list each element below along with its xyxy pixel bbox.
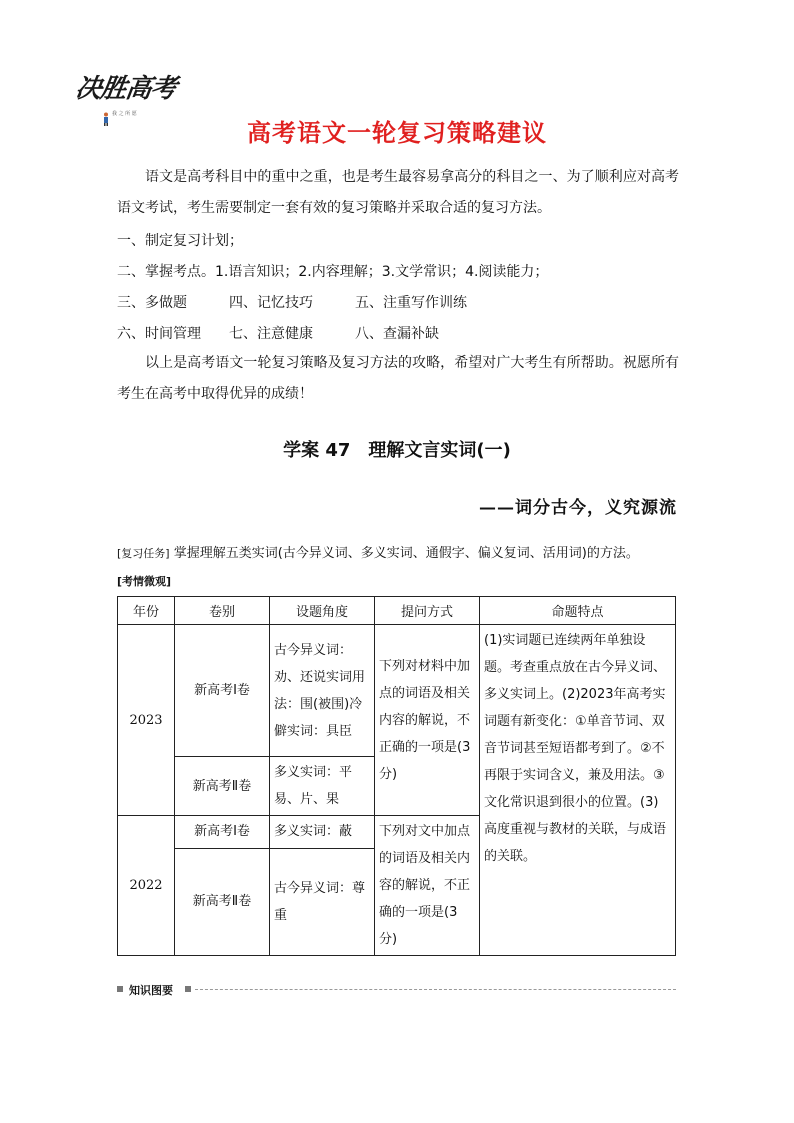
table-row (118, 625, 676, 757)
section-divider (117, 982, 676, 998)
paper-cell: 新高考Ⅰ卷 (175, 816, 270, 849)
paper-cell: 新高考Ⅱ卷 (175, 757, 270, 816)
question-cell: 下列对文中加点的词语及相关内容的解说，不正确的一项是(3分) (375, 816, 480, 956)
logo-text: 决胜高考 (73, 74, 178, 104)
paper-cell: 新高考Ⅰ卷 (175, 625, 270, 757)
header-angle: 设题角度 (270, 597, 375, 625)
item-writing: 五、注重写作训练 (355, 295, 467, 311)
item-health: 七、注意健康 (229, 326, 313, 342)
year-cell: 2023 (118, 625, 175, 816)
lesson-title: 学案 47 理解文言实词(一) (283, 440, 511, 461)
question-cell: 下列对材料中加点的词语及相关内容的解说，不正确的一项是(3分) (375, 625, 480, 816)
angle-cell: 多义实词：蔽 (270, 816, 375, 849)
table-header-row (118, 597, 676, 625)
item-line-1: 一、制定复习计划； (117, 233, 243, 249)
angle-cell: 古今异义词：尊重 (270, 848, 375, 955)
review-task-label: [复习任务] (117, 547, 170, 560)
item-practice: 三、多做题 (117, 295, 187, 311)
lesson-subtitle: ——词分古今，义究源流 (479, 498, 677, 518)
features-cell: (1)实词题已连续两年单独设题。考查重点放在古今异义词、多义实词上。(2)2023年高考实词题有新变化：①单音节词、双音节词甚至短语都考到了。②不再限于实词含义，兼及用法。③文化常识退到很小的位置。(3)高度重视与教材的关联，与成语的关联。 (480, 625, 676, 956)
header-question: 提问方式 (375, 597, 480, 625)
paper-cell: 新高考Ⅱ卷 (175, 848, 270, 955)
angle-cell: 古今异义词：劝、还说实词用法：围(被围)冷僻实词：具臣 (270, 625, 375, 757)
year-cell: 2022 (118, 816, 175, 956)
item-line-3 (117, 292, 467, 312)
logo-subtext: 我 之 所 愿 (112, 111, 137, 117)
item-gaps: 八、查漏补缺 (355, 326, 439, 342)
square-bullet-icon (185, 986, 191, 992)
review-task (117, 542, 639, 561)
item-line-2: 二、掌握考点。1.语言知识；2.内容理解；3.文学常识；4.阅读能力； (117, 264, 549, 280)
header-year: 年份 (118, 597, 175, 625)
item-line-4 (117, 323, 439, 343)
item-memory: 四、记忆技巧 (229, 295, 313, 311)
square-bullet-icon (117, 986, 123, 992)
section-label: 知识图要 (129, 984, 173, 997)
exam-table (117, 596, 676, 956)
item-time: 六、时间管理 (117, 326, 201, 342)
intro-paragraph: 语文是高考科目中的重中之重，也是考生最容易拿高分的科目之一、为了顺利应对高考语文考试，考生需要制定一套有效的复习策略并采取合适的复习方法。 (117, 169, 679, 216)
review-task-text: 掌握理解五类实词(古今异义词、多义实词、通假字、偏义复词、活用词)的方法。 (173, 546, 639, 561)
angle-cell: 多义实词：平易、片、果 (270, 757, 375, 816)
exam-overview-label: [考情微观] (117, 575, 172, 588)
header-features: 命题特点 (480, 597, 676, 625)
page-title: 高考语文一轮复习策略建议 (247, 119, 547, 147)
closing-paragraph: 以上是高考语文一轮复习策略及复习方法的攻略，希望对广大考生有所帮助。祝愿所有考生在高考中取得优异的成绩！ (117, 355, 679, 402)
dashed-rule (195, 989, 676, 990)
header-paper: 卷别 (175, 597, 270, 625)
